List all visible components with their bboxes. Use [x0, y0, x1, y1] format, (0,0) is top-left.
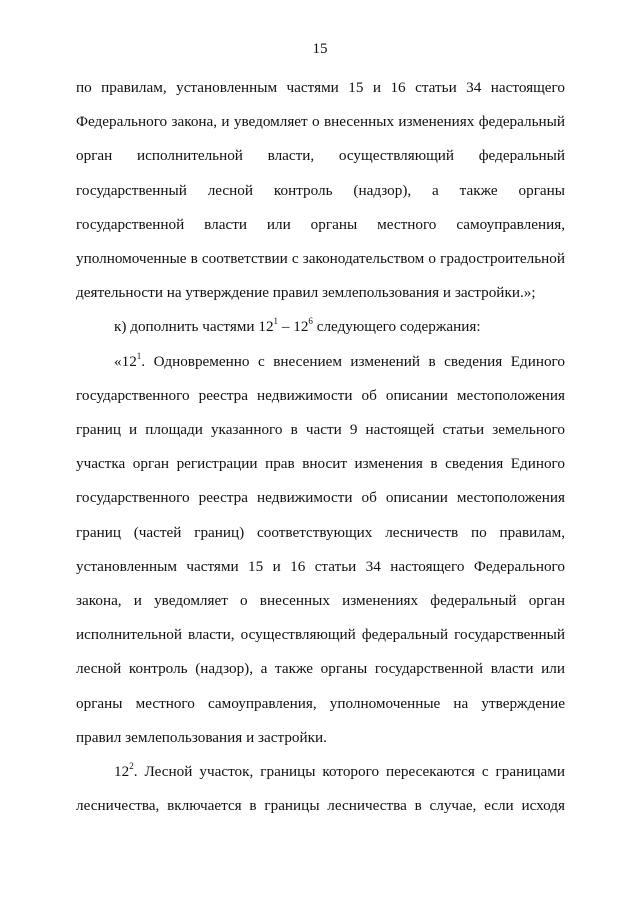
text-line: границ и площади указанного в части 9 настоящей статьи земельного: [76, 421, 565, 439]
text-line: правил землепользования и застройки.: [76, 728, 327, 746]
text-line: [76, 310, 565, 344]
text-line: органы местного самоуправления, уполномоченные на утверждение: [76, 694, 565, 712]
text-fragment: к) дополнить частями 12: [114, 318, 274, 336]
superscript: 2: [129, 761, 134, 771]
superscript: 1: [136, 350, 142, 361]
paragraph-part-12-1: [76, 345, 565, 755]
paragraph-part-12-2: [76, 755, 565, 823]
text-fragment: следующего содержания:: [312, 318, 481, 336]
superscript: 1: [273, 316, 279, 327]
text-fragment: . Одновременно с внесением изменений в сведения Единого: [141, 352, 565, 370]
text-line: Федерального закона, и уведомляет о внесенных изменениях федеральный: [76, 113, 565, 131]
text-line: государственной власти или органы местного самоуправления,: [76, 215, 565, 233]
text-line: [76, 755, 565, 789]
text-line: деятельности на утверждение правил землепользования и застройки.»;: [76, 284, 536, 302]
text-line: установленным частями 15 и 16 статьи 34 настоящего Федерального: [76, 557, 565, 575]
text-line: государственный лесной контроль (надзор), а также органы: [76, 181, 565, 199]
text-line: лесничества, включается в границы лесничества в случае, если исходя: [76, 797, 565, 815]
text-line: уполномоченные в соответствии с законодательством о градостроительной: [76, 250, 565, 268]
text-fragment: – 12: [278, 318, 309, 336]
text-line: государственного реестра недвижимости об описании местоположения: [76, 386, 565, 404]
text-line: участка орган регистрации прав вносит изменения в сведения Единого: [76, 455, 565, 473]
page-number: 15: [312, 41, 328, 57]
document-body: [76, 71, 565, 823]
text-line: границ (частей границ) соответствующих лесничеств по правилам,: [76, 523, 565, 541]
text-line: по правилам, установленным частями 15 и 16 статьи 34 настоящего: [76, 79, 565, 96]
text-line: [76, 345, 565, 379]
text-line: государственного реестра недвижимости об описании местоположения: [76, 489, 565, 507]
text-line: исполнительной власти, осуществляющий федеральный государственный: [76, 626, 565, 644]
text-line: орган исполнительной власти, осуществляющий федеральный: [76, 147, 565, 165]
text-fragment: 12: [114, 763, 130, 781]
paragraph-continuation: [76, 71, 565, 310]
superscript: 6: [308, 316, 313, 327]
text-fragment: . Лесной участок, границы которого пересекаются с границами: [133, 763, 565, 781]
text-fragment: «12: [114, 352, 137, 370]
paragraph-amendment-k: [76, 310, 565, 344]
text-line: лесной контроль (надзор), а также органы государственной власти или: [76, 660, 565, 678]
text-line: закона, и уведомляет о внесенных изменениях федеральный орган: [76, 592, 565, 610]
